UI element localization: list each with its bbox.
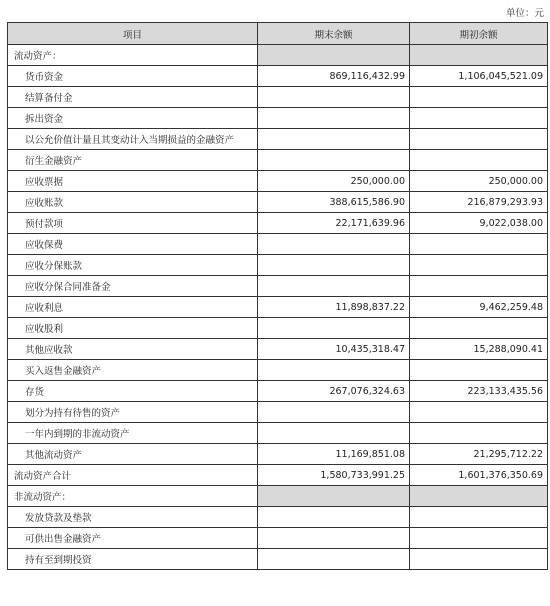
row-item-name: 应收股利 bbox=[8, 318, 258, 339]
table-body bbox=[8, 45, 548, 570]
row-begin-balance: 15,288,090.41 bbox=[410, 339, 548, 360]
table-row bbox=[8, 255, 548, 276]
row-item-name: 预付款项 bbox=[8, 213, 258, 234]
row-item-name: 发放贷款及垫款 bbox=[8, 507, 258, 528]
row-end-balance: 250,000.00 bbox=[258, 171, 410, 192]
row-begin-balance bbox=[410, 276, 548, 297]
row-begin-balance bbox=[410, 507, 548, 528]
row-end-balance bbox=[258, 549, 410, 570]
row-item-name: 拆出资金 bbox=[8, 108, 258, 129]
row-end-balance bbox=[258, 150, 410, 171]
row-item-name: 存货 bbox=[8, 381, 258, 402]
table-row bbox=[8, 402, 548, 423]
header-end-balance: 期末余额 bbox=[258, 23, 410, 45]
row-begin-balance: 21,295,712.22 bbox=[410, 444, 548, 465]
unit-label: 单位：元 bbox=[505, 8, 544, 19]
table-row bbox=[8, 423, 548, 444]
row-begin-balance: 9,462,259.48 bbox=[410, 297, 548, 318]
row-item-name: 划分为持有待售的资产 bbox=[8, 402, 258, 423]
table-row bbox=[8, 486, 548, 507]
row-item-name: 应收票据 bbox=[8, 171, 258, 192]
row-begin-balance bbox=[410, 87, 548, 108]
row-begin-balance bbox=[410, 234, 548, 255]
row-begin-balance bbox=[410, 129, 548, 150]
row-begin-balance: 250,000.00 bbox=[410, 171, 548, 192]
table-row bbox=[8, 297, 548, 318]
table-row bbox=[8, 276, 548, 297]
row-end-balance bbox=[258, 45, 410, 66]
row-begin-balance: 9,022,038.00 bbox=[410, 213, 548, 234]
row-item-name: 货币资金 bbox=[8, 66, 258, 87]
row-item-name: 一年内到期的非流动资产 bbox=[8, 423, 258, 444]
row-item-name: 应收账款 bbox=[8, 192, 258, 213]
row-item-name: 持有至到期投资 bbox=[8, 549, 258, 570]
table-row bbox=[8, 318, 548, 339]
table-row bbox=[8, 66, 548, 87]
row-begin-balance: 216,879,293.93 bbox=[410, 192, 548, 213]
table-row bbox=[8, 87, 548, 108]
table-row bbox=[8, 381, 548, 402]
row-begin-balance bbox=[410, 486, 548, 507]
row-begin-balance bbox=[410, 318, 548, 339]
row-end-balance bbox=[258, 234, 410, 255]
table-row bbox=[8, 108, 548, 129]
row-begin-balance bbox=[410, 255, 548, 276]
row-end-balance: 1,580,733,991.25 bbox=[258, 465, 410, 486]
row-item-name: 非流动资产： bbox=[8, 486, 258, 507]
row-end-balance: 869,116,432.99 bbox=[258, 66, 410, 87]
table-row bbox=[8, 360, 548, 381]
table-row bbox=[8, 528, 548, 549]
table-row bbox=[8, 465, 548, 486]
row-begin-balance bbox=[410, 108, 548, 129]
row-item-name: 应收分保账款 bbox=[8, 255, 258, 276]
row-item-name: 应收保费 bbox=[8, 234, 258, 255]
table-row bbox=[8, 339, 548, 360]
table-row bbox=[8, 171, 548, 192]
balance-sheet-table bbox=[7, 22, 548, 570]
row-end-balance: 388,615,586.90 bbox=[258, 192, 410, 213]
header-item: 项目 bbox=[8, 23, 258, 45]
row-end-balance: 11,898,837.22 bbox=[258, 297, 410, 318]
row-item-name: 结算备付金 bbox=[8, 87, 258, 108]
row-end-balance: 11,169,851.08 bbox=[258, 444, 410, 465]
row-end-balance bbox=[258, 402, 410, 423]
row-begin-balance: 1,601,376,350.69 bbox=[410, 465, 548, 486]
row-end-balance bbox=[258, 423, 410, 444]
row-end-balance bbox=[258, 255, 410, 276]
table-row bbox=[8, 234, 548, 255]
row-end-balance bbox=[258, 129, 410, 150]
row-end-balance: 10,435,318.47 bbox=[258, 339, 410, 360]
row-begin-balance bbox=[410, 423, 548, 444]
row-item-name: 应收分保合同准备金 bbox=[8, 276, 258, 297]
row-end-balance bbox=[258, 528, 410, 549]
header-begin-balance: 期初余额 bbox=[410, 23, 548, 45]
row-item-name: 其他流动资产 bbox=[8, 444, 258, 465]
row-item-name: 流动资产合计 bbox=[8, 465, 258, 486]
row-begin-balance bbox=[410, 528, 548, 549]
row-end-balance: 22,171,639.96 bbox=[258, 213, 410, 234]
row-end-balance bbox=[258, 87, 410, 108]
row-item-name: 买入返售金融资产 bbox=[8, 360, 258, 381]
row-end-balance bbox=[258, 276, 410, 297]
row-begin-balance bbox=[410, 360, 548, 381]
row-begin-balance: 1,106,045,521.09 bbox=[410, 66, 548, 87]
row-item-name: 以公允价值计量且其变动计入当期损益的金融资产 bbox=[8, 129, 258, 150]
table-row bbox=[8, 549, 548, 570]
table-row bbox=[8, 213, 548, 234]
row-item-name: 其他应收款 bbox=[8, 339, 258, 360]
row-begin-balance bbox=[410, 402, 548, 423]
table-row bbox=[8, 444, 548, 465]
table-row bbox=[8, 129, 548, 150]
row-begin-balance: 223,133,435.56 bbox=[410, 381, 548, 402]
table-row bbox=[8, 507, 548, 528]
row-item-name: 应收利息 bbox=[8, 297, 258, 318]
table-row bbox=[8, 192, 548, 213]
row-end-balance bbox=[258, 507, 410, 528]
row-item-name: 衍生金融资产 bbox=[8, 150, 258, 171]
row-end-balance bbox=[258, 360, 410, 381]
row-begin-balance bbox=[410, 549, 548, 570]
row-item-name: 可供出售金融资产 bbox=[8, 528, 258, 549]
row-end-balance bbox=[258, 318, 410, 339]
table-row bbox=[8, 45, 548, 66]
row-item-name: 流动资产： bbox=[8, 45, 258, 66]
row-end-balance bbox=[258, 486, 410, 507]
row-begin-balance bbox=[410, 150, 548, 171]
row-end-balance bbox=[258, 108, 410, 129]
table-row bbox=[8, 150, 548, 171]
table-header-row bbox=[8, 23, 548, 45]
row-end-balance: 267,076,324.63 bbox=[258, 381, 410, 402]
row-begin-balance bbox=[410, 45, 548, 66]
